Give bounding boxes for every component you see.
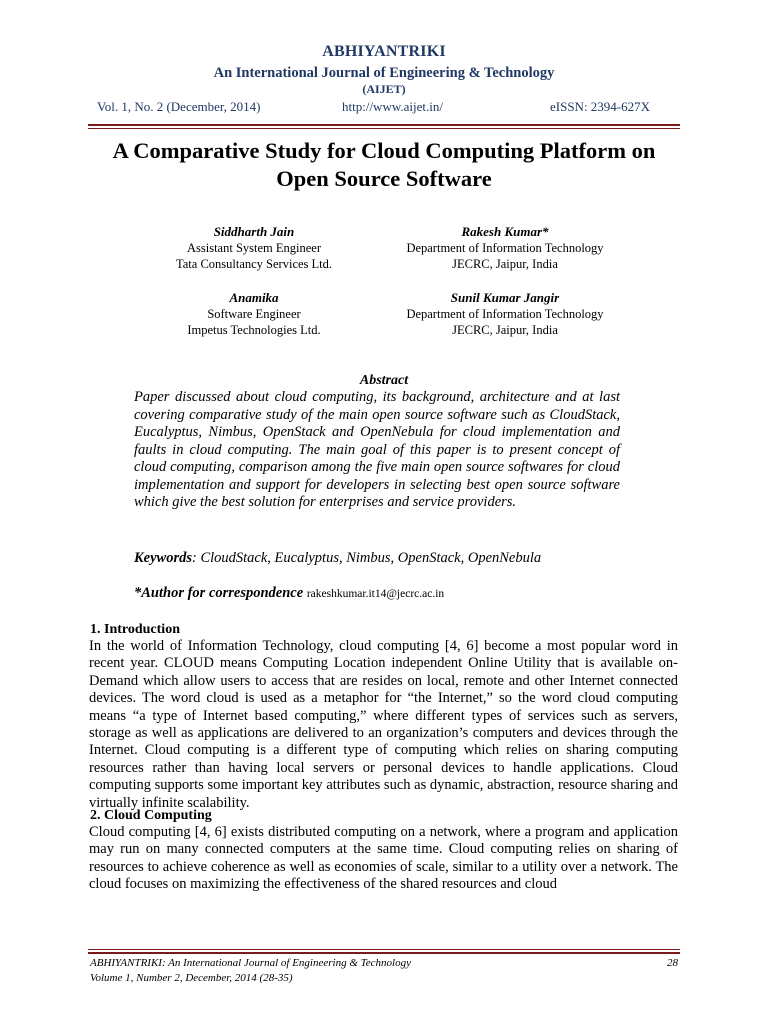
keywords-label: Keywords	[134, 550, 192, 566]
page-number: 28	[667, 957, 678, 969]
journal-url[interactable]: http://www.aijet.in/	[342, 99, 443, 114]
abstract-text: Paper discussed about cloud computing, its background, architecture and at last covering comparative study of the main open source software such as CloudStack, Eucalyptus, Nimbus, OpenStack and OpenNebula for cloud implementation and faults in cloud computing. The main goal of this paper is to present concept of cloud computing, comparison among the five main open source softwares for cloud implementation and support for developers in selecting best open source software which give the best solution for enterprises and service providers.	[134, 389, 620, 510]
paper-title-line1: A Comparative Study for Cloud Computing Platform on	[112, 138, 656, 163]
author-role: Department of Information Technology	[406, 241, 604, 255]
journal-subtitle: An International Journal of Engineering & Technology	[213, 65, 555, 81]
author-role: Software Engineer	[207, 307, 301, 321]
footer-divider	[88, 952, 680, 954]
author-role: Department of Information Technology	[406, 307, 604, 321]
journal-name: ABHIYANTRIKI	[322, 43, 446, 60]
section-heading-cloud-computing: 2. Cloud Computing	[90, 808, 212, 823]
author-name: Rakesh Kumar*	[461, 224, 549, 239]
author-role: Assistant System Engineer	[186, 241, 321, 255]
author-name: Sunil Kumar Jangir	[450, 290, 560, 305]
section-text-introduction: In the world of Information Technology, cloud computing [4, 6] become a most popular word in recent year. CLOUD means Computing Location independent Online Utility that is available on-Demand which allow users to access that are resides on local, remote and other Internet connected devices. The word cloud is used as a metaphor for “the Internet,” so the word cloud computing means “a type of Internet based computing,” where different types of services such as servers, storage as well as applications are delivered to an organization’s computers and devices through the Internet. Cloud computing is a different type of computing which relies on sharing computing resources rather than having local servers or personal devices to handle applications. Cloud computing supports some important key attributes such as dynamic, abstraction, resource sharing and virtually infinite scalability.	[89, 638, 678, 811]
author-block	[380, 224, 630, 272]
author-name: Siddharth Jain	[213, 224, 295, 239]
journal-issn: eISSN: 2394-627X	[550, 99, 651, 114]
footer-volume: Volume 1, Number 2, December, 2014 (28-35)	[90, 972, 293, 984]
author-name: Anamika	[229, 290, 279, 305]
section-heading-introduction: 1. Introduction	[90, 622, 180, 637]
author-affiliation: Impetus Technologies Ltd.	[187, 323, 321, 337]
author-affiliation: Tata Consultancy Services Ltd.	[175, 257, 333, 271]
section-text-cloud-computing: Cloud computing [4, 6] exists distributed computing on a network, where a program and application may run on many connected computers at the same time. Cloud computing relies on sharing of resources to achieve coherence as well as economies of scale, similar to a utility over a network. The cloud focuses on maximizing the effectiveness of the shared resources and cloud	[89, 824, 678, 893]
paper-title	[80, 137, 688, 193]
footer-divider-thin	[88, 949, 680, 950]
author-affiliation: JECRC, Jaipur, India	[452, 257, 558, 271]
author-affiliation: JECRC, Jaipur, India	[452, 323, 558, 337]
author-block	[129, 224, 379, 272]
paper-title-line2: Open Source Software	[276, 166, 492, 191]
footer-journal: ABHIYANTRIKI: An International Journal of Engineering & Technology	[90, 957, 411, 969]
abstract-heading: Abstract	[359, 373, 409, 388]
keywords-text: : CloudStack, Eucalyptus, Nimbus, OpenStack, OpenNebula	[192, 550, 542, 566]
author-block	[129, 290, 379, 338]
keywords	[134, 550, 634, 567]
journal-abbreviation: (AIJET)	[362, 82, 406, 96]
correspondence-label: *Author for correspondence	[134, 585, 304, 601]
journal-volume: Vol. 1, No. 2 (December, 2014)	[97, 99, 261, 114]
header-divider	[88, 124, 680, 126]
correspondence-email[interactable]: rakeshkumar.it14@jecrc.ac.in	[306, 588, 445, 600]
header-divider-thin	[88, 128, 680, 129]
correspondence	[134, 585, 654, 602]
author-block	[380, 290, 630, 338]
